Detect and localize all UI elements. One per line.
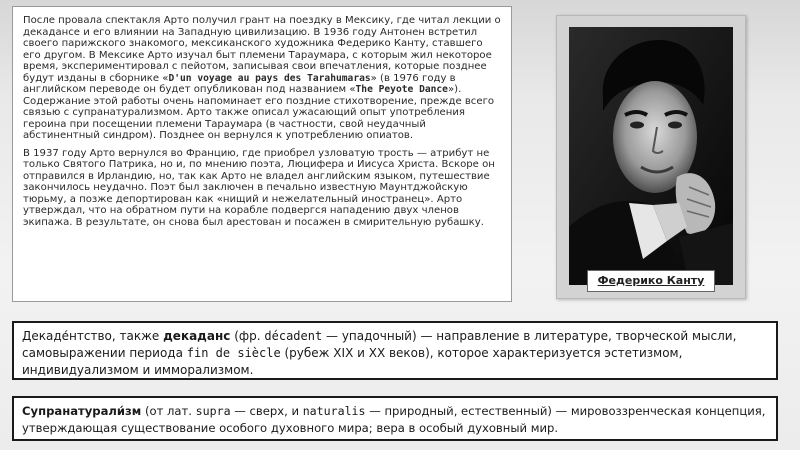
- text-segment: »). Содержание этой работы очень напоминает его поздние стихотворение, прежде всего связью с супранатурализмом. Арто также описал ужасающий опыт употребления героина при посещении племени Тараумара (в частности, свой неудачный абстинентный синдром). Позднее он вернулся к употреблению опиатов.: [23, 84, 495, 141]
- main-text-block: [12, 6, 512, 302]
- paragraph-ireland: В 1937 году Арто вернулся во Францию, где приобрел узловатую трость — атрибут не только Святого Патрика, но и, по мнению поэта, Люцифера и Иисуса Христа. Вскоре он отправился в Ирландию, но, так как Арто не владел английским языком, путешествие закончилось неудачно. Поэт был заключен в печально известную Маунтджойскую тюрьму, а позже депортирован как «нищий и нежелательный иностранец». Арто утверждал, что на обратном пути на корабле подвергся нападению двух членов экипажа. В результате, он снова был арестован и посажен в смирительную рубашку.: [23, 147, 495, 228]
- text-segment: (фр.: [230, 329, 265, 343]
- text-segment: Декаде́нтство, также: [22, 329, 164, 343]
- definition-decadence: [12, 321, 778, 380]
- text-segment: — природный, естественный) — мировоззренческая концепция, утверждающая существование особого духовного мира; вера в особый духовный мир.: [22, 404, 766, 435]
- foreign-term: naturalis: [302, 404, 366, 418]
- portrait-caption: Федерико Канту: [587, 270, 715, 292]
- text-segment: После провала спектакля Арто получил грант на поездку в Мексику, где читал лекции о декадансе и его влиянии на Западную цивилизацию. В 1936 году Антонен встретил своего парижского знакомого, мексиканского художника Федерико Канту, ставшего его другом. В Мексике Арто изучал быт племени Тараумара, с которым жил некоторое время, экспериментировал с пейотом, записывая свои впечатления, которые позднее будут изданы в сборнике «: [23, 15, 501, 84]
- foreign-term: décadent: [264, 329, 323, 343]
- text-segment: » (в 1976 году в английском переводе он будет опубликован под названием «: [23, 72, 456, 95]
- foreign-term: The Peyote Dance: [355, 84, 448, 95]
- text-segment: — упадочный) — направление в литературе, творческой мысли, самовыражении периода: [22, 329, 737, 360]
- definition-supranaturalism: [12, 396, 778, 441]
- portrait-photo: [569, 27, 733, 285]
- defined-term: Супранатурали́зм: [22, 404, 142, 418]
- foreign-term: fin de siècle: [186, 346, 281, 360]
- foreign-term: D'un voyage au pays des Tarahumaras: [168, 72, 371, 84]
- text-segment: (от лат.: [141, 404, 196, 418]
- defined-term: декаданс: [163, 329, 231, 343]
- text-segment: — сверх, и: [230, 404, 303, 418]
- portrait-card: [556, 15, 746, 299]
- foreign-term: supra: [195, 404, 231, 418]
- paragraph-mexico: [23, 15, 503, 142]
- text-segment: (рубеж XIX и XX веков), которое характеризуется эстетизмом, индивидуализмом и имморализмом.: [22, 346, 683, 377]
